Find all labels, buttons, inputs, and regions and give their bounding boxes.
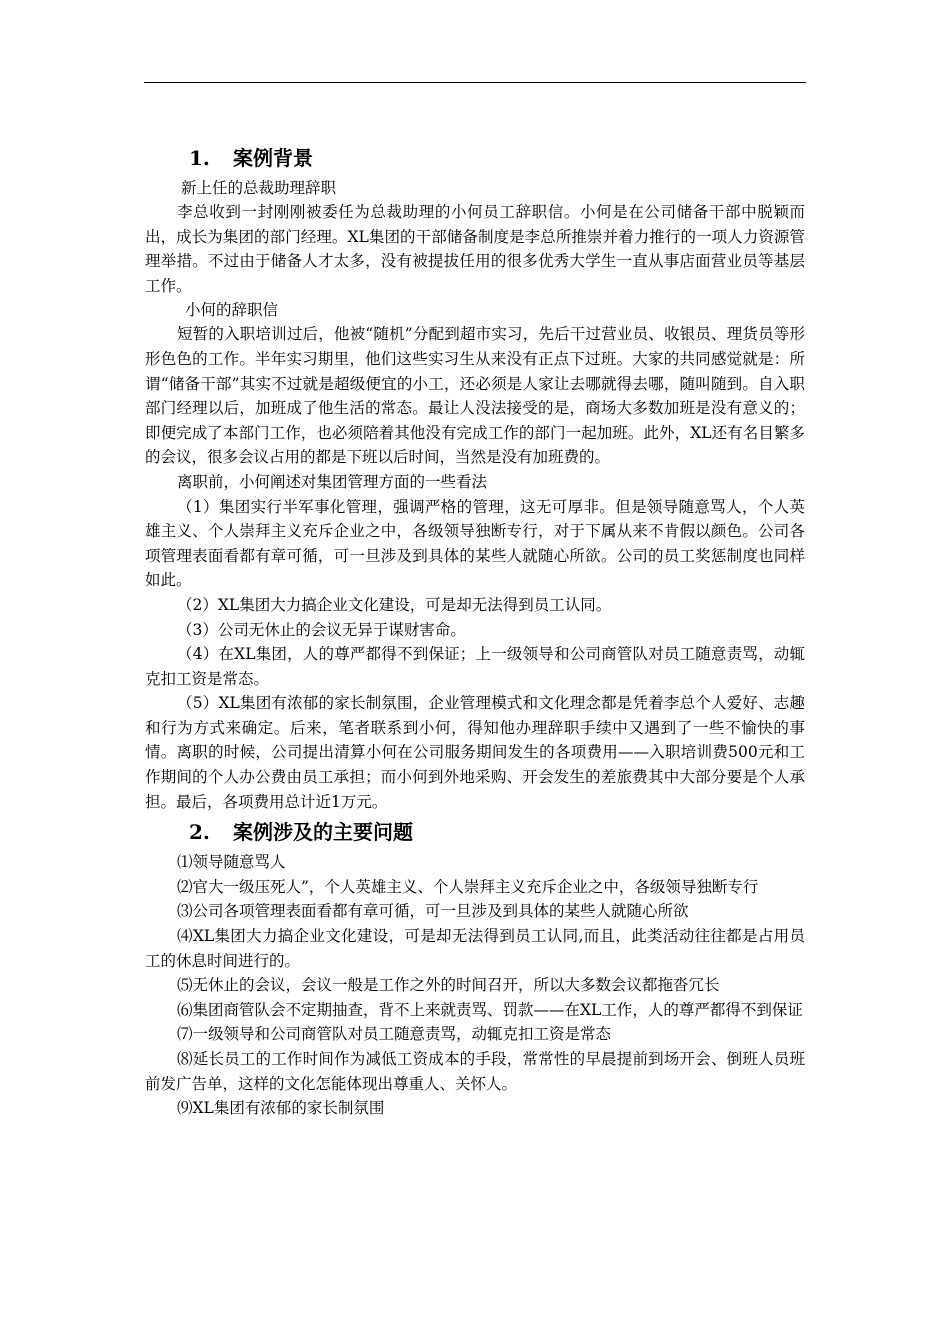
document-body — [145, 140, 805, 1121]
section1-subtitle2: 小何的辞职信 — [185, 301, 279, 320]
section1-para2: 短暂的入职培训过后，他被“随机”分配到超市实习，先后干过营业员、收银员、理货员等形形色色的工作。半年实习期里，他们这些实习生从来没有正点下过班。大家的共同感觉就是：所谓“储备干部”其实不过就是超级便宜的小工，还必须是人家让去哪就得去哪，随叫随到。自入职部门经理以后，加班成了他生活的常态。最让人没法接受的是，商场大多数加班是没有意义的；即便完成了本部门工作，也必须陪着其他没有完成工作的部门一起加班。此外，XL还有名目繁多的会议，很多会议占用的都是下班以后时间，当然是没有加班费的。 — [145, 325, 805, 467]
header-rule — [144, 82, 806, 83]
section1-title: 案例背景 — [233, 146, 313, 170]
section1-point2: （2）XL集团大力搞企业文化建设，可是却无法得到员工认同。 — [177, 595, 612, 614]
issue-item: ⑴领导随意骂人 — [177, 853, 286, 872]
section1-point5: （5）XL集团有浓郁的家长制氛围，企业管理模式和文化理念都是凭着李总个人爱好、志趣和行为方式来确定。后来，笔者联系到小何，得知他办理辞职手续中又遇到了一些不愉快的事情。离职的时候，公司提出清算小何在公司服务期间发生的各项费用——入职培训费500元和工作期间的个人办公费由员工承担；而小何到外地采购、开会发生的差旅费其中大部分要是个人承担。最后，各项费用总计近1万元。 — [145, 694, 805, 811]
section1-point3: （3）公司无休止的会议无异于谋财害命。 — [177, 620, 466, 639]
issue-item: ⑸无休止的会议，会议一般是工作之外的时间召开，所以大多数会议都拖沓冗长 — [177, 976, 720, 995]
issue-item: ⑼XL集团有浓郁的家长制氛围 — [177, 1099, 385, 1118]
issue-item: ⑺一级领导和公司商管队对员工随意责骂，动辄克扣工资是常态 — [177, 1025, 612, 1044]
section1-point1: （1）集团实行半军事化管理，强调严格的管理，这无可厚非。但是领导随意骂人，个人英雄主义、个人崇拜主义充斥企业之中，各级领导独断专行，对于下属从来不肯假以颜色。公司各项管理表面看都有章可循，可一旦涉及到具体的某些人就随心所欲。公司的员工奖惩制度也同样如此。 — [145, 497, 805, 590]
issue-item: ⑹集团商管队会不定期抽查，背不上来就责骂、罚款——在XL工作，人的尊严都得不到保证 — [177, 1000, 803, 1019]
section1-number: 1. — [189, 146, 210, 170]
issue-item: ⑵官大一级压死人”，个人英雄主义、个人崇拜主义充斥企业之中，各级领导独断专行 — [177, 877, 759, 896]
section1-para1: 李总收到一封刚刚被委任为总裁助理的小何员工辞职信。小何是在公司储备干部中脱颖而出，成长为集团的部门经理。XL集团的干部储备制度是李总所推崇并着力推行的一项人力资源管理举措。不过由于储备人才太多，没有被提拔任用的很多优秀大学生一直从事店面营业员等基层工作。 — [145, 203, 805, 295]
section1-subtitle1: 新上任的总裁助理辞职 — [181, 179, 337, 197]
section2-number: 2. — [189, 820, 210, 845]
issue-item: ⑶公司各项管理表面看都有章可循，可一旦涉及到具体的某些人就随心所欲 — [177, 902, 689, 921]
section1-para3: 离职前，小何阐述对集团管理方面的一些看法 — [177, 472, 488, 491]
issue-item: ⑻延长员工的工作时间作为减低工资成本的手段，常常性的早晨提前到场开会、倒班人员班前发广告单，这样的文化怎能体现出尊重人、关怀人。 — [145, 1050, 805, 1093]
section2-heading — [145, 814, 805, 850]
section1-heading — [145, 140, 805, 176]
section2-title: 案例涉及的主要问题 — [233, 820, 413, 845]
section1-point4: （4）在XL集团，人的尊严都得不到保证；上一级领导和公司商管队对员工随意责骂，动辄克扣工资是常态。 — [145, 645, 805, 688]
issue-item: ⑷XL集团大力搞企业文化建设，可是却无法得到员工认同,而且，此类活动往往都是占用员工的休息时间进行的。 — [145, 927, 805, 970]
